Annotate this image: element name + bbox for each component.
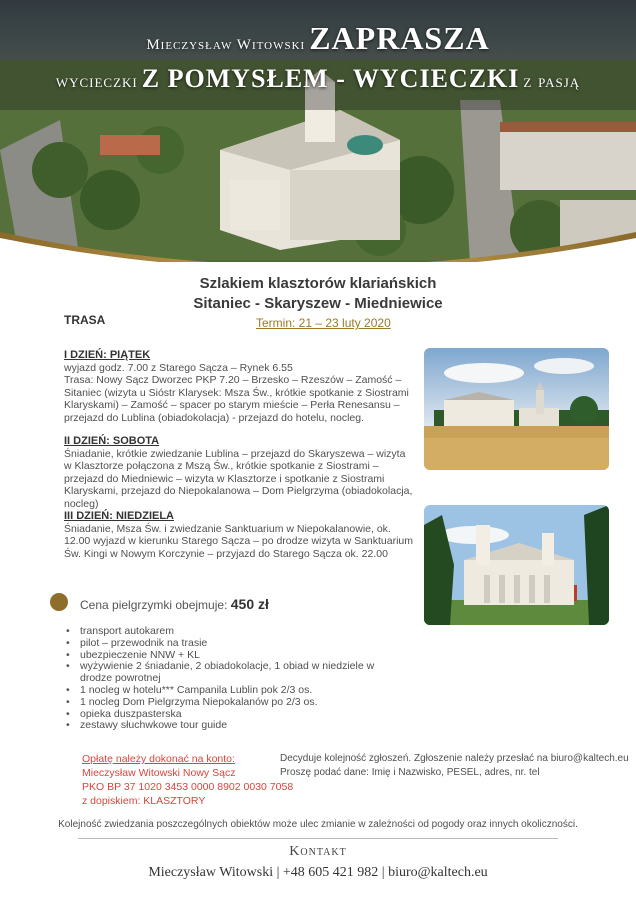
registration-line-1: Decyduje kolejność zgłoszeń. Zgłoszenie należy przesłać na biuro@kaltech.eu: [280, 753, 629, 764]
payment-account: PKO BP 37 1020 3453 0000 8902 0030 7058: [82, 781, 294, 793]
day-3-text: Śniadanie, Msza Św. i zwiedzanie Sanktuarium w Niepokalanowie, ok. 12.00 wyjazd w kierunku Starego Sącza – po drodze wizyta w Sanktuarium Św. Kingi w Nowym Korczynie – przyjazd do Starego Sącza ok. 22.00: [64, 522, 414, 560]
day-2-text: Śniadanie, krótkie zwiedzanie Lublina – przejazd do Skaryszewa – wizyta w Klasztorze połączona z Mszą Św., krótkie spotkanie z Siostrami – przejazd do Miedniewic – wizyta w Klasztorze i spotkanie z Siostrami Klaryskami, przejazd do Niepokalanowa – Dom Pielgrzyma (obiadokolacja, nocleg): [64, 447, 413, 510]
day-3-heading: III DZIEŃ: NIEDZIELA: [64, 510, 174, 522]
list-item: • wyżywienie 2 śniadanie, 2 obiadokolacje, 1 obiad w niedziele w drodze powrotnej: [64, 661, 404, 685]
title-line-2: Sitaniec - Skaryszew - Miedniewice: [193, 295, 443, 312]
day-1: [64, 349, 414, 425]
trip-dates: Termin: 21 – 23 luty 2020: [256, 316, 391, 330]
registration-line-2: Proszę podać dane: Imię i Nazwisko, PESEL, adres, nr. tel: [280, 767, 540, 778]
list-item: • transport autokarem: [64, 626, 404, 638]
invite-word: ZAPRASZA: [309, 20, 490, 56]
footer-divider: [78, 838, 558, 839]
title-line-1: Szlakiem klasztorów klariańskich: [199, 275, 437, 292]
day-2-heading: II DZIEŃ: SOBOTA: [64, 435, 160, 447]
price-line: [80, 596, 269, 612]
price-bullet-icon: [50, 593, 68, 611]
disclaimer-note: Kolejność zwiedzania poszczególnych obiektów może ulec zmianie w zależności od pogody oraz innych okoliczności.: [58, 819, 578, 830]
included-list: [64, 626, 404, 732]
registration-info: [280, 752, 629, 780]
list-item: • 1 nocleg Dom Pielgrzyma Niepokalanów po 2/3 os.: [64, 697, 404, 709]
sanctuary-photo: [424, 505, 609, 625]
list-item: • 1 nocleg w hotelu*** Campanila Lublin pok 2/3 os.: [64, 685, 404, 697]
slogan-part-b: z pasją: [523, 71, 581, 92]
list-item: • zestawy słuchwkowe tour guide: [64, 720, 404, 732]
hero-headline: [0, 20, 636, 57]
payment-recipient: Mieczysław Witowski Nowy Sącz: [82, 767, 236, 779]
slogan-part-a: wycieczki: [55, 71, 138, 92]
contact-heading: Kontakt: [289, 844, 347, 859]
list-item: • pilot – przewodnik na trasie: [64, 638, 404, 650]
day-2: [64, 435, 414, 511]
monastery-photo: [424, 348, 609, 470]
page-title: [0, 274, 636, 314]
organizer-name: Mieczysław Witowski: [146, 37, 306, 53]
contact-details: Mieczysław Witowski | +48 605 421 982 | biuro@kaltech.eu: [148, 865, 488, 880]
day-1-text: wyjazd godz. 7.00 z Starego Sącza – Rynek 6.55 Trasa: Nowy Sącz Dworzec PKP 7.20 – Brzesko – Rzeszów – Zamość – Sitaniec (wizyta u Sióstr Klarysek: Msza Św., krótkie spotkanie z Siostrami Klaryskami) – Zamość – spacer po starym mieście – Perła Renesansu – przejazd do Lublina (obiadokolacja) - przejazd do hotelu, nocleg.: [64, 361, 409, 424]
day-3: [64, 510, 414, 560]
payment-reference: z dopiskiem: KLASZTORY: [82, 795, 206, 807]
payment-heading: Opłatę należy dokonać na konto:: [82, 753, 235, 765]
day-1-heading: I DZIEŃ: PIĄTEK: [64, 349, 151, 361]
list-item: • opieka duszpasterska: [64, 709, 404, 721]
list-item: • ubezpieczenie NNW + KL: [64, 650, 404, 662]
hero-banner: [0, 0, 636, 262]
slogan-main: Z POMYSŁEM - WYCIECZKI: [141, 64, 520, 93]
route-label: TRASA: [64, 313, 106, 327]
hero-slogan: [0, 64, 636, 94]
payment-info: [82, 752, 293, 808]
price-value: 450 zł: [230, 596, 269, 612]
price-label: Cena pielgrzymki obejmuje:: [80, 598, 228, 612]
